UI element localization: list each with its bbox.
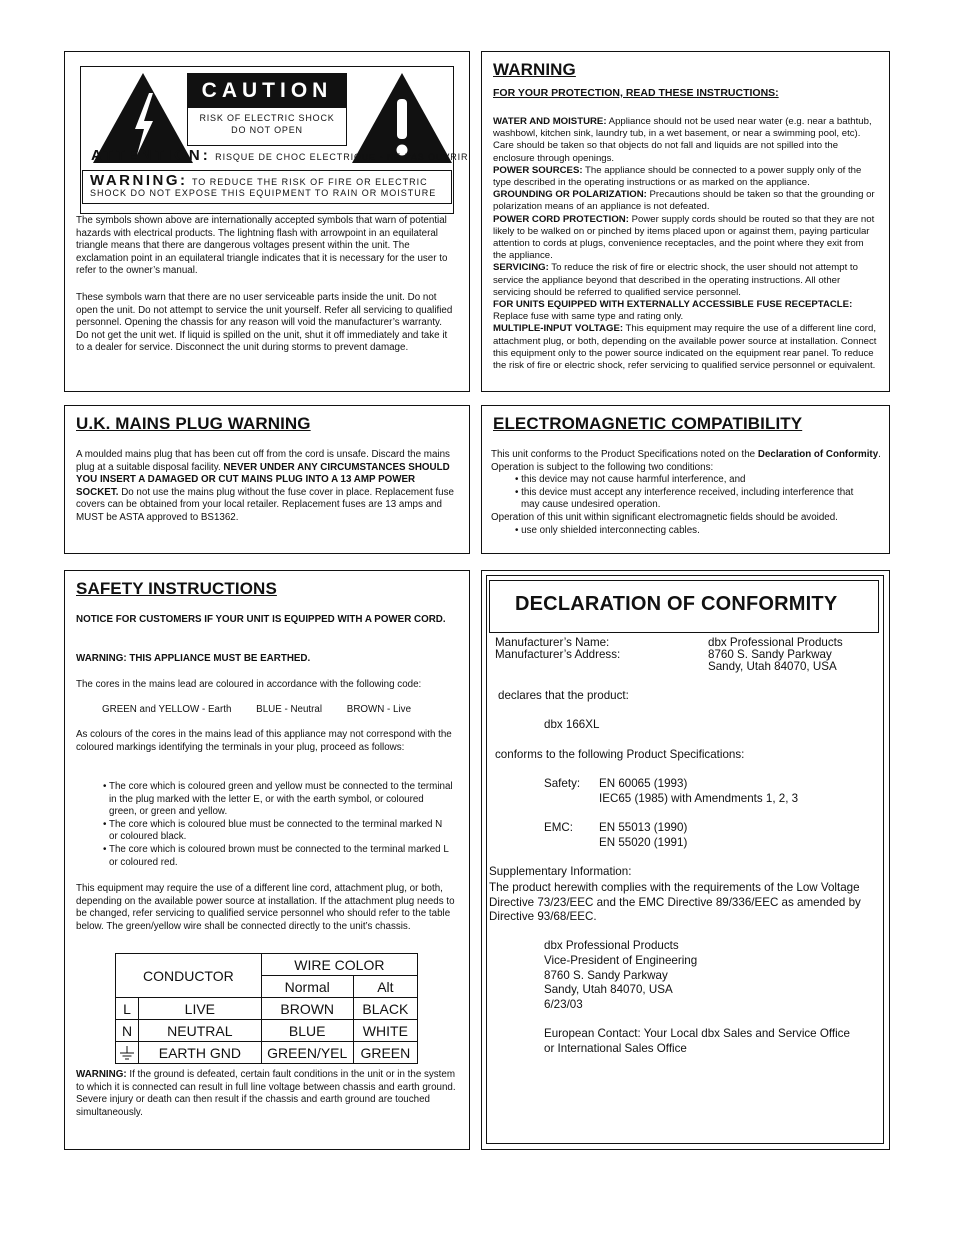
- safety-bullets: [103, 781, 453, 869]
- table-row: EARTH GND GREEN/YEL GREEN: [116, 1042, 418, 1064]
- mfr-name-label: Manufacturer’s Name:: [495, 636, 610, 649]
- conductor-header: CONDUCTOR: [116, 954, 262, 998]
- wire-color-table: [115, 953, 418, 1064]
- emc-operation: Operation of this unit within significant electromagnetic fields should be avoided.: [491, 511, 838, 523]
- item-power-cord: POWER CORD PROTECTION: Power supply cords should be routed so that they are not likely to be walked on or pinched by items placed upon or against them, paying particular attention to cords at plugs, convenience receptacles, and the point where they exit from the appliance.: [493, 213, 875, 262]
- colour-code: GREEN and YELLOW - Earth BLUE - Neutral BROWN - Live: [102, 704, 412, 715]
- emc-bullet-2: • this device must accept any interference received, including interference that may cause undesired operation.: [515, 486, 854, 511]
- earth-ground-icon: [119, 1045, 135, 1061]
- warning-items: [493, 116, 879, 372]
- mfr-address-2: Sandy, Utah 84070, USA: [708, 660, 837, 673]
- safety-bullet-1: • The core which is coloured green and yellow must be connected to the terminal in the plug marked with the letter E, or with the earth symbol, or coloured green, or green and yellow.: [103, 781, 453, 818]
- conforms-text: conforms to the following Product Specifications:: [495, 748, 745, 761]
- emc-text: [491, 449, 883, 537]
- signature-line-3: 8760 S. Sandy Parkway: [544, 968, 668, 982]
- uk-mains-section: [64, 405, 470, 554]
- signature-line-4: Sandy, Utah 84070, USA: [544, 983, 673, 997]
- safety-as-colours: As colours of the cores in the mains lead of this appliance may not correspond with the coloured markings identifying the terminals in your plug, proceed as follows:: [76, 729, 452, 753]
- caution-section: [64, 51, 470, 392]
- earth-symbol-cell: [116, 1042, 139, 1064]
- safety-title: SAFETY INSTRUCTIONS: [76, 579, 277, 598]
- supplementary-text: The product herewith complies with the requirements of the Low Voltage Directive 73/23/EEC and the EMC Directive 89/336/EEC as amended by Directive 93/68/EEC.: [489, 881, 861, 924]
- warning-text-1: TO REDUCE THE RISK OF FIRE OR ELECTRIC: [191, 177, 428, 187]
- warning-label: WARNING:: [90, 172, 188, 189]
- european-contact-2: or International Sales Office: [544, 1041, 687, 1055]
- signature-date: 6/23/03: [544, 998, 583, 1012]
- signature-line-2: Vice-President of Engineering: [544, 953, 698, 967]
- safety-section: [64, 570, 470, 1150]
- alt-header: Alt: [353, 976, 417, 998]
- mfr-address-1: 8760 S. Sandy Parkway: [708, 648, 832, 661]
- emc-intro: This unit conforms to the Product Specifications noted on the Declaration of Conformity. Operation is subject to the following two conditions:: [491, 449, 881, 473]
- product-name: dbx 166XL: [544, 718, 600, 731]
- emc-spec-label: EMC:: [544, 821, 573, 834]
- table-row: L LIVE BROWN BLACK: [116, 998, 418, 1020]
- warning-text-2: SHOCK DO NOT EXPOSE THIS EQUIPMENT TO RAIN OR MOISTURE: [90, 188, 437, 198]
- safety-notice: NOTICE FOR CUSTOMERS IF YOUR UNIT IS EQUIPPED WITH A POWER CORD.: [76, 614, 446, 625]
- caution-banner: [188, 74, 346, 108]
- risk-line-2: DO NOT OPEN: [231, 125, 303, 135]
- safety-spec-1: EN 60065 (1993): [599, 777, 688, 790]
- no-serviceable-paragraph: These symbols warn that there are no user serviceable parts inside the unit. Do not open the unit. Do not attempt to service the unit yourself. Refer all servicing to qualified personnel. Opening the chassis for any reason will void the manufacturer’s warranty. Do not get the unit wet. If liquid is spilled on the unit, shut it off immediately and take it to a dealer for service. Disconnect the unit during storms to prevent damage.: [76, 292, 453, 354]
- item-water: WATER AND MOISTURE: Appliance should not be used near water (e.g. near a bathtub, washbowl, kitchen sink, laundry tub, in a wet basement, or near a swimming pool, etc). Care should be taken so that objects do not fall and liquids are not spilled into the enclosure through openings.: [493, 116, 872, 164]
- warning-section: [481, 51, 890, 392]
- caution-plate: [187, 73, 347, 146]
- emc-title: ELECTROMAGNETIC COMPATIBILITY: [493, 414, 803, 433]
- safety-cores: The cores in the mains lead are coloured in accordance with the following code:: [76, 679, 422, 690]
- european-contact-1: European Contact: Your Local dbx Sales and Service Office: [544, 1027, 850, 1040]
- warning-subtitle: FOR YOUR PROTECTION, READ THESE INSTRUCTIONS:: [493, 87, 779, 99]
- warning-title: WARNING: [493, 60, 576, 79]
- emc-bullet-1: • this device may not cause harmful interference, and: [515, 474, 746, 486]
- attention-line: [91, 147, 469, 165]
- safety-spec-2: IEC65 (1985) with Amendments 1, 2, 3: [599, 792, 799, 805]
- declaration-title: DECLARATION OF CONFORMITY: [515, 593, 838, 615]
- item-fuse: FOR UNITS EQUIPPED WITH EXTERNALLY ACCESSIBLE FUSE RECEPTACLE: Replace fuse with same type and rating only.: [493, 299, 853, 323]
- emc-bullet-3: • use only shielded interconnecting cables.: [515, 524, 700, 536]
- risk-line-1: RISK OF ELECTRIC SHOCK: [199, 113, 335, 123]
- table-row: N NEUTRAL BLUE WHITE: [116, 1020, 418, 1042]
- item-power-sources: POWER SOURCES: The appliance should be connected to a power supply only of the type described in the operating instructions or as marked on the appliance.: [493, 164, 862, 189]
- wire-color-header: WIRE COLOR: [261, 954, 417, 976]
- declares-text: declares that the product:: [498, 689, 629, 702]
- mfr-addr-label: Manufacturer’s Address:: [495, 648, 621, 661]
- safety-spec-label: Safety:: [544, 777, 581, 790]
- uk-text: A moulded mains plug that has been cut off from the cord is unsafe. Discard the mains plug at a suitable disposal facility. NEVER UNDER ANY CIRCUMSTANCES SHOULD YOU INSERT A DAMAGED OR CUT MAINS PLUG INTO A 13 AMP POWER SOCKET. Do not use the mains plug without the fuse cover in place. Replacement fuse covers can be obtained from your local retailer. Replacement fuses are 13 amps and MUST be ASTA approved to BS1362.: [76, 449, 454, 523]
- supplementary-label: Supplementary Information:: [489, 865, 632, 878]
- caution-title: CAUTION: [201, 79, 333, 102]
- mfr-name: dbx Professional Products: [708, 636, 843, 649]
- uk-title: U.K. MAINS PLUG WARNING: [76, 414, 311, 433]
- safety-ground-warning: WARNING: If the ground is defeated, certain fault conditions in the unit or in the system to which it is connected can result in full line voltage between chassis and earth ground. Severe injury or death can then result if the chassis and earth ground are touched simultaneously.: [76, 1069, 456, 1118]
- safety-earthed: WARNING: THIS APPLIANCE MUST BE EARTHED.: [76, 653, 311, 664]
- emc-spec-1: EN 55013 (1990): [599, 821, 688, 834]
- emc-section: [481, 405, 890, 554]
- safety-equipment: This equipment may require the use of a different line cord, attachment plug, or both, depending on the available power source at installation. If the attachment plug needs to be changed, refer servicing to qualified service personnel who should refer to the table below. The green/yellow wire shall be connected directly to the unit’s chassis.: [76, 883, 455, 932]
- emc-spec-2: EN 55020 (1991): [599, 836, 688, 849]
- european-contact: [544, 1027, 850, 1057]
- item-multiple-input: MULTIPLE-INPUT VOLTAGE: This equipment may require the use of a different line cord, attachment plug, or both, depending on the available power source at installation. Connect this equipment only to the power source indicated on the equipment rear panel. To reduce the risk of fire or electric shock, refer servicing to qualified service personnel or equivalent.: [493, 323, 877, 372]
- safety-bullet-2: • The core which is coloured blue must be connected to the terminal marked N or coloured black.: [103, 818, 443, 843]
- attention-text: RISQUE DE CHOC ELECTRIQUE - NE PAS OUVRIR: [215, 152, 469, 162]
- symbols-paragraph: The symbols shown above are internationally accepted symbols that warn of potential hazards with electrical products. The lightning flash with arrowpoint in an equilateral triangle means that there are dangerous voltages present within the unit. The exclamation point in an equilateral triangle indicates that it is necessary for the user to refer to the owner’s manual.: [76, 215, 448, 277]
- risk-text: [188, 112, 346, 136]
- declaration-section: [481, 570, 890, 1150]
- normal-header: Normal: [261, 976, 353, 998]
- warning-frame: [82, 170, 452, 204]
- attention-label: ATTENTION:: [91, 147, 211, 164]
- item-servicing: SERVICING: To reduce the risk of fire or electric shock, the user should not attempt to service the appliance beyond that described in the operating instructions. All other servicing should be referred to qualified service personnel.: [493, 262, 858, 298]
- item-grounding: GROUNDING OR POLARIZATION: Precautions should be taken so that the grounding or polarization means of an appliance is not defeated.: [493, 189, 875, 213]
- signature-block: [544, 939, 697, 1013]
- signature-line-1: dbx Professional Products: [544, 939, 679, 952]
- safety-bullet-3: • The core which is coloured brown must be connected to the terminal marked L or coloured red.: [103, 843, 449, 868]
